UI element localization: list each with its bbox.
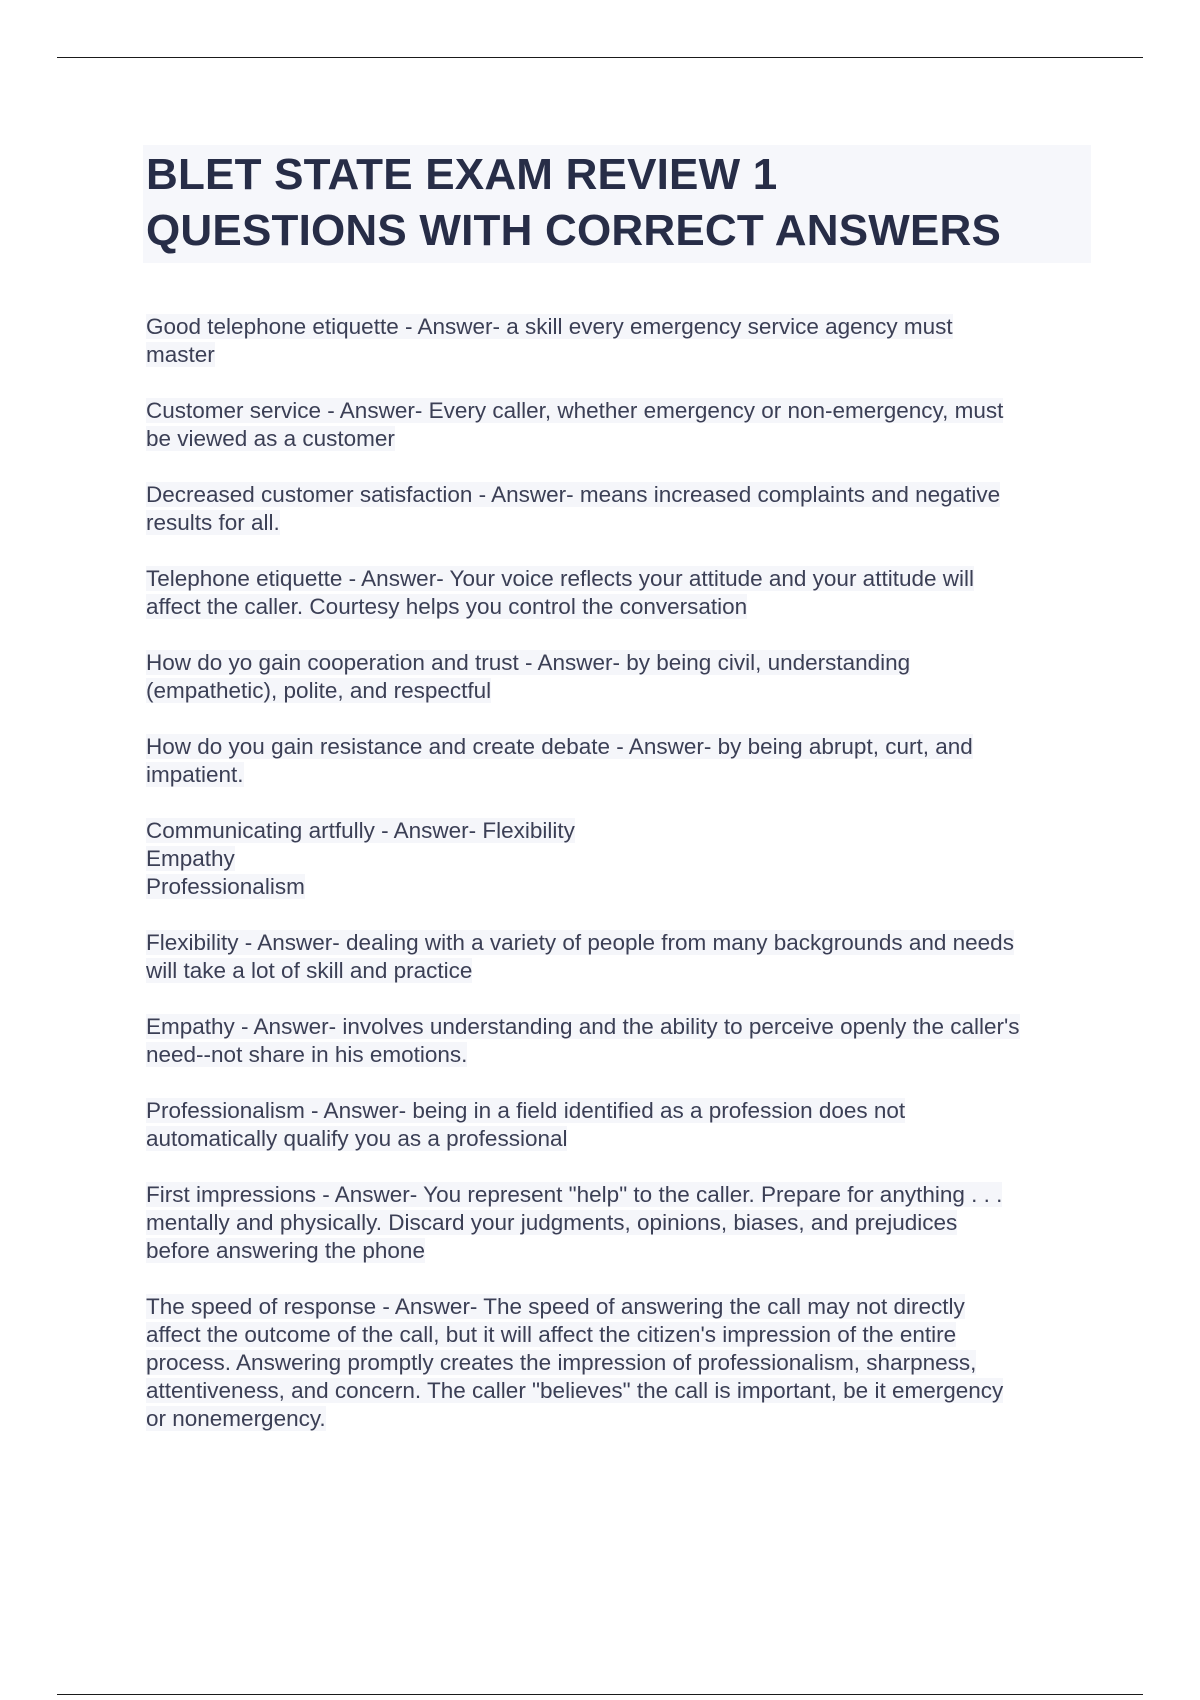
qa-item [146, 1181, 1096, 1265]
qa-line-text: mentally and physically. Discard your judgments, opinions, biases, and prejudices [146, 1210, 958, 1235]
qa-line [146, 761, 1096, 789]
qa-list [146, 313, 1096, 1461]
qa-line-text: Professionalism [146, 874, 305, 899]
qa-line [146, 1041, 1096, 1069]
qa-item [146, 649, 1096, 705]
qa-line-text: be viewed as a customer [146, 426, 395, 451]
qa-line-text: master [146, 342, 215, 367]
qa-line [146, 873, 1096, 901]
qa-line-text: process. Answering promptly creates the impression of professionalism, sharpness, [146, 1350, 977, 1375]
qa-line [146, 1013, 1096, 1041]
qa-line-text: Empathy [146, 846, 235, 871]
qa-line-text: Communicating artfully - Answer- Flexibility [146, 818, 575, 843]
qa-line [146, 1349, 1096, 1377]
qa-line [146, 425, 1096, 453]
qa-line-text: How do you gain resistance and create debate - Answer- by being abrupt, curt, and [146, 734, 973, 759]
document-title [143, 145, 1091, 263]
qa-line [146, 341, 1096, 369]
qa-line [146, 733, 1096, 761]
qa-line-text: (empathetic), polite, and respectful [146, 678, 492, 703]
qa-line [146, 1209, 1096, 1237]
qa-line-text: Customer service - Answer- Every caller, whether emergency or non-emergency, must [146, 398, 1004, 423]
qa-item [146, 1293, 1096, 1433]
qa-line-text: Flexibility - Answer- dealing with a variety of people from many backgrounds and needs [146, 930, 1014, 955]
qa-line-text: or nonemergency. [146, 1406, 326, 1431]
qa-line [146, 1125, 1096, 1153]
qa-line-text: before answering the phone [146, 1238, 425, 1263]
qa-line-text: will take a lot of skill and practice [146, 958, 473, 983]
qa-line-text: attentiveness, and concern. The caller "believes" the call is important, be it emergency [146, 1378, 1004, 1403]
qa-line-text: affect the outcome of the call, but it will affect the citizen's impression of the entire [146, 1322, 957, 1347]
qa-line-text: The speed of response - Answer- The speed of answering the call may not directly [146, 1294, 965, 1319]
qa-line [146, 481, 1096, 509]
qa-line-text: Telephone etiquette - Answer- Your voice reflects your attitude and your attitude will [146, 566, 974, 591]
qa-line [146, 509, 1096, 537]
qa-item [146, 929, 1096, 985]
qa-item [146, 481, 1096, 537]
qa-line-text: need--not share in his emotions. [146, 1042, 468, 1067]
qa-item [146, 1097, 1096, 1153]
qa-line-text: Empathy - Answer- involves understanding and the ability to perceive openly the caller's [146, 1014, 1020, 1039]
qa-line-text: Good telephone etiquette - Answer- a skill every emergency service agency must [146, 314, 953, 339]
qa-item [146, 1013, 1096, 1069]
qa-line-text: First impressions - Answer- You represent "help" to the caller. Prepare for anything . . . [146, 1182, 1003, 1207]
qa-line [146, 593, 1096, 621]
qa-line [146, 565, 1096, 593]
qa-line [146, 1293, 1096, 1321]
qa-item [146, 397, 1096, 453]
footer-rule [57, 1694, 1143, 1695]
qa-line-text: automatically qualify you as a professional [146, 1126, 568, 1151]
qa-line-text: How do yo gain cooperation and trust - Answer- by being civil, understanding [146, 650, 911, 675]
qa-line [146, 313, 1096, 341]
qa-line [146, 1237, 1096, 1265]
qa-line [146, 845, 1096, 873]
qa-line [146, 957, 1096, 985]
title-line-2: QUESTIONS WITH CORRECT ANSWERS [146, 206, 1002, 255]
qa-item [146, 565, 1096, 621]
qa-line-text: results for all. [146, 510, 280, 535]
qa-line [146, 1321, 1096, 1349]
qa-line [146, 397, 1096, 425]
qa-item [146, 733, 1096, 789]
qa-line-text: Professionalism - Answer- being in a field identified as a profession does not [146, 1098, 906, 1123]
qa-line [146, 1405, 1096, 1433]
qa-item [146, 313, 1096, 369]
qa-line [146, 1377, 1096, 1405]
qa-line [146, 677, 1096, 705]
qa-line-text: impatient. [146, 762, 244, 787]
qa-line-text: Decreased customer satisfaction - Answer- means increased complaints and negative [146, 482, 1001, 507]
qa-line [146, 817, 1096, 845]
qa-line [146, 649, 1096, 677]
qa-line-text: affect the caller. Courtesy helps you control the conversation [146, 594, 748, 619]
header-rule [57, 57, 1143, 58]
qa-item [146, 817, 1096, 901]
title-line-1: BLET STATE EXAM REVIEW 1 [146, 150, 778, 199]
qa-line [146, 929, 1096, 957]
qa-line [146, 1097, 1096, 1125]
qa-line [146, 1181, 1096, 1209]
